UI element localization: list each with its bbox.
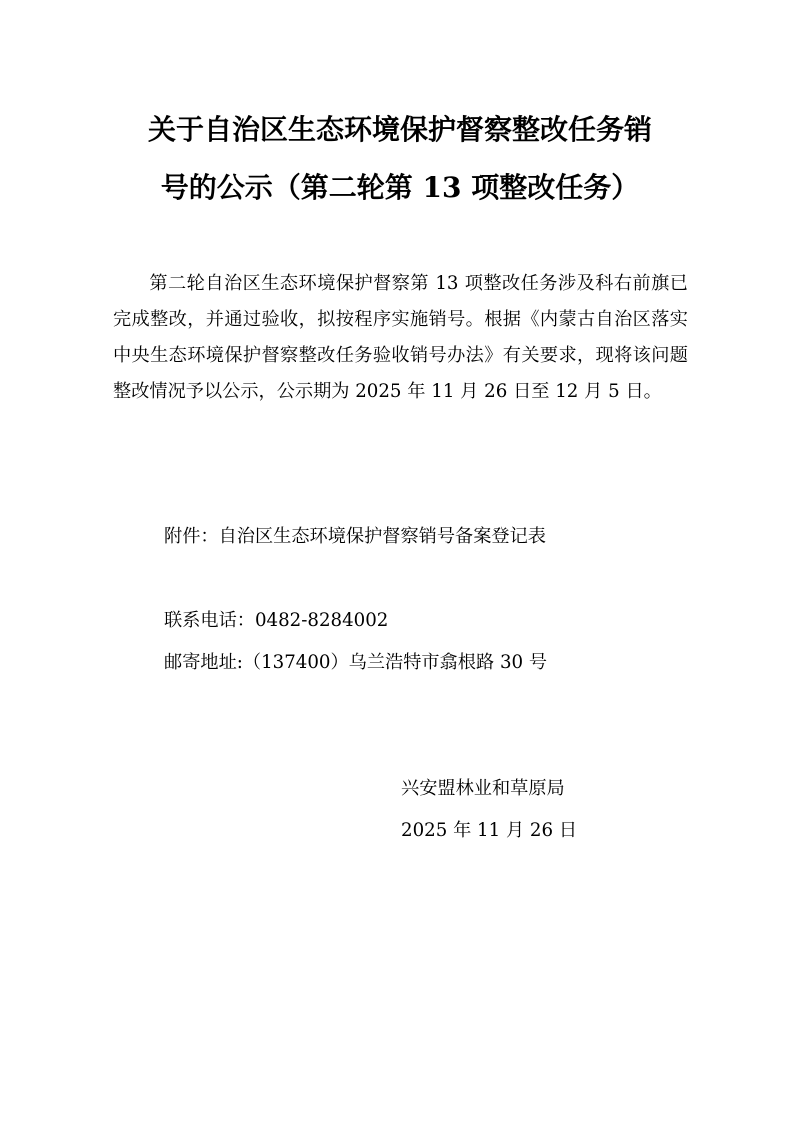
attachment-line: 附件：自治区生态环境保护督察销号备案登记表: [164, 526, 546, 547]
signature-organization: 兴安盟林业和草原局: [401, 778, 565, 799]
document-title-line-2: 号的公示（第二轮第 13 项整改任务）: [160, 171, 640, 204]
main-paragraph: 第二轮自治区生态环境保护督察第 13 项整改任务涉及科右前旗已完成整改，并通过验收，拟按程序实施销号。根据《内蒙古自治区落实中央生态环境保护督察整改任务验收销号办法》有关要求，现将该问题整改情况予以公示，公示期为 2025 年 11 月 26 日至 12 月 5 日。: [113, 273, 688, 402]
mailing-address: 邮寄地址:（137400）乌兰浩特市翕根路 30 号: [164, 652, 548, 673]
document-title-line-1: 关于自治区生态环境保护督察整改任务销: [147, 113, 652, 146]
signature-date: 2025 年 11 月 26 日: [401, 820, 578, 841]
contact-phone: 联系电话：0482-8284002: [164, 610, 389, 631]
